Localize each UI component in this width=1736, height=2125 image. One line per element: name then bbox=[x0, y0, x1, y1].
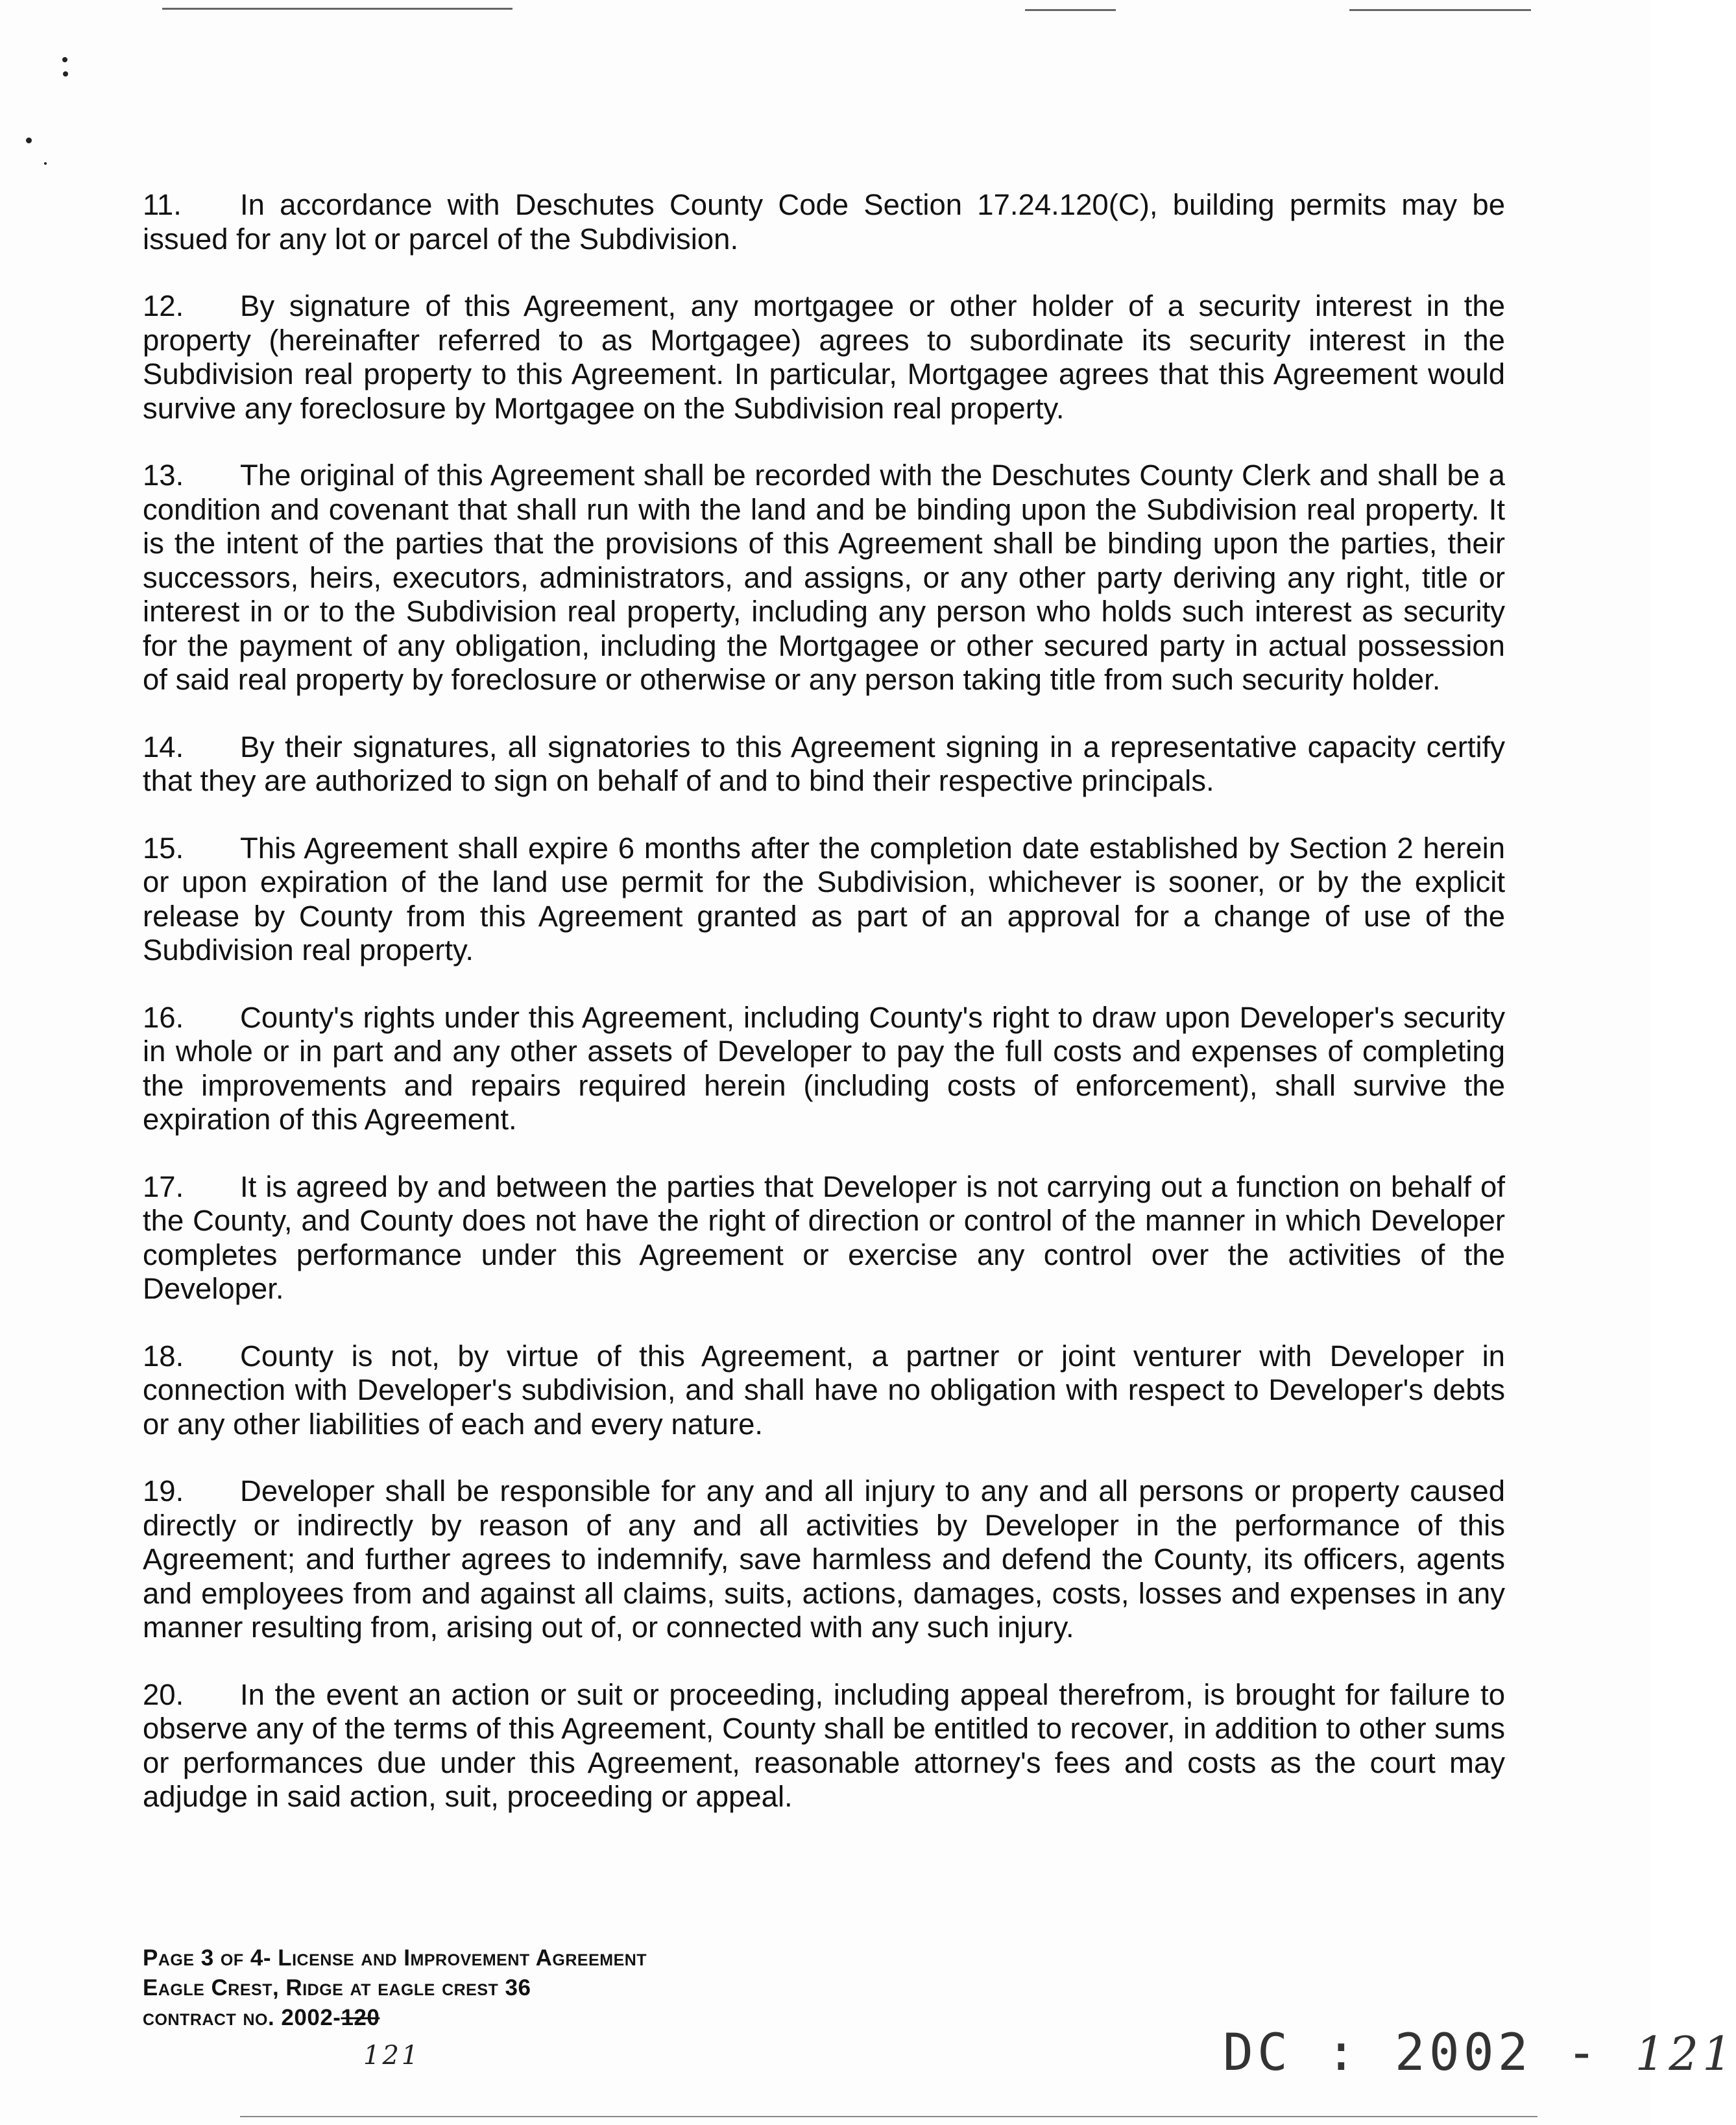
scan-artifact-top bbox=[1349, 9, 1531, 11]
paragraph-text: It is agreed by and between the parties that Developer is not carrying out a function on behalf of the County, and County does not have the right of direction or control of the manner in which Developer completes performance under this Agreement or exercise any control over the activities of the Developer. bbox=[143, 1170, 1505, 1305]
paragraph-text: Developer shall be responsible for any and all injury to any and all persons or property caused directly or indirectly by reason of any and all activities by Developer in the performance of this Agreement; and further agrees to indemnify, save harmless and defend the County, its officers, agents and employees from and against all claims, suits, actions, damages, costs, losses and expenses in any manner resulting from, arising out of, or connected with any such injury. bbox=[143, 1474, 1505, 1644]
paragraph-11 bbox=[143, 188, 1505, 256]
paragraph-number: 17. bbox=[143, 1170, 184, 1203]
page-footer bbox=[143, 1943, 647, 2033]
paragraph-text: The original of this Agreement shall be recorded with the Deschutes County Clerk and shall be a condition and covenant that shall run with the land and be binding upon the Subdivision real property. It is the intent of the parties that the provisions of this Agreement shall be binding upon the parties, their successors, heirs, executors, administrators, and assigns, or any other party deriving any right, title or interest in or to the Subdivision real property, including any person who holds such interest as security for the payment of any obligation, including the Mortgagee or other secured party in actual possession of said real property by foreclosure or otherwise or any person taking title from such security holder. bbox=[143, 459, 1505, 696]
paragraph-19 bbox=[143, 1474, 1505, 1645]
paragraph-12 bbox=[143, 289, 1505, 426]
paragraph-text: County's rights under this Agreement, including County's right to draw upon Developer's security in whole or in part and any other assets of Developer to pay the full costs and expenses of completing the improvements and repairs required herein (including costs of enforcement), shall survive the expiration of this Agreement. bbox=[143, 1000, 1505, 1136]
footer-project-name: Eagle Crest, Ridge at eagle crest 36 bbox=[143, 1975, 531, 2000]
paragraph-20 bbox=[143, 1678, 1505, 1814]
paragraph-text: In the event an action or suit or proceeding, including appeal therefrom, is brought for failure to observe any of the terms of this Agreement, County shall be entitled to recover, in addition to other sums or performances due under this Agreement, reasonable attorney's fees and costs as the court may adjudge in said action, suit, proceeding or appeal. bbox=[143, 1677, 1505, 1813]
paragraph-15 bbox=[143, 832, 1505, 968]
paragraph-14 bbox=[143, 730, 1505, 798]
agreement-body bbox=[143, 188, 1505, 1847]
paragraph-text: This Agreement shall expire 6 months after the completion date established by Section 2 herein or upon expiration of the land use permit for the Subdivision, whichever is sooner, or by the explicit release by County from this Agreement granted as part of an approval for a change of use of the Subdivision real property. bbox=[143, 831, 1505, 966]
handwritten-contract-correction: 121 bbox=[363, 2041, 421, 2071]
scan-speck bbox=[62, 57, 67, 62]
stamp-handwritten-number: 121 bbox=[1635, 2026, 1736, 2081]
paragraph-text: By their signatures, all signatories to this Agreement signing in a representative capacity certify that they are authorized to sign on behalf of and to bind their respective principals. bbox=[143, 730, 1505, 797]
paragraph-18 bbox=[143, 1339, 1505, 1442]
paragraph-number: 16. bbox=[143, 1000, 184, 1034]
scan-speck bbox=[44, 162, 47, 165]
paragraph-number: 15. bbox=[143, 831, 184, 865]
paragraph-text: County is not, by virtue of this Agreement, a partner or joint venturer with Developer in connection with Developer's subdivision, and shall have no obligation with respect to Developer's debts or any other liabilities of each and every nature. bbox=[143, 1339, 1505, 1441]
footer-page-title: Page 3 of 4- License and Improvement Agreement bbox=[143, 1945, 647, 1971]
scan-speck bbox=[63, 71, 68, 77]
scan-artifact-top bbox=[162, 8, 512, 10]
stamp-prefix: DC : 2002 - bbox=[1223, 2024, 1601, 2082]
paragraph-number: 19. bbox=[143, 1474, 184, 1507]
struck-contract-number: 120 bbox=[341, 2005, 380, 2030]
paragraph-number: 14. bbox=[143, 730, 184, 763]
scan-speck bbox=[26, 138, 32, 143]
paragraph-number: 12. bbox=[143, 289, 184, 322]
paragraph-text: By signature of this Agreement, any mortgagee or other holder of a security interest in the property (hereinafter referred to as Mortgagee) agrees to subordinate its security interest in the Subdivision real property to this Agreement. In particular, Mortgagee agrees that this Agreement would survive any foreclosure by Mortgagee on the Subdivision real property. bbox=[143, 289, 1505, 425]
paragraph-number: 13. bbox=[143, 459, 184, 492]
paragraph-13 bbox=[143, 459, 1505, 697]
paragraph-number: 20. bbox=[143, 1677, 184, 1711]
paragraph-17 bbox=[143, 1170, 1505, 1306]
paragraph-16 bbox=[143, 1001, 1505, 1137]
contract-prefix: contract no. 2002- bbox=[143, 2005, 341, 2030]
paragraph-text: In accordance with Deschutes County Code Section 17.24.120(C), building permits may be issued for any lot or parcel of the Subdivision. bbox=[143, 188, 1505, 256]
footer-contract-number bbox=[143, 2003, 647, 2033]
paragraph-number: 18. bbox=[143, 1339, 184, 1373]
scan-artifact-bottom bbox=[240, 2116, 1537, 2117]
paragraph-number: 11. bbox=[143, 188, 182, 221]
scan-artifact-top bbox=[1025, 9, 1116, 11]
document-number-stamp bbox=[1223, 2024, 1736, 2082]
